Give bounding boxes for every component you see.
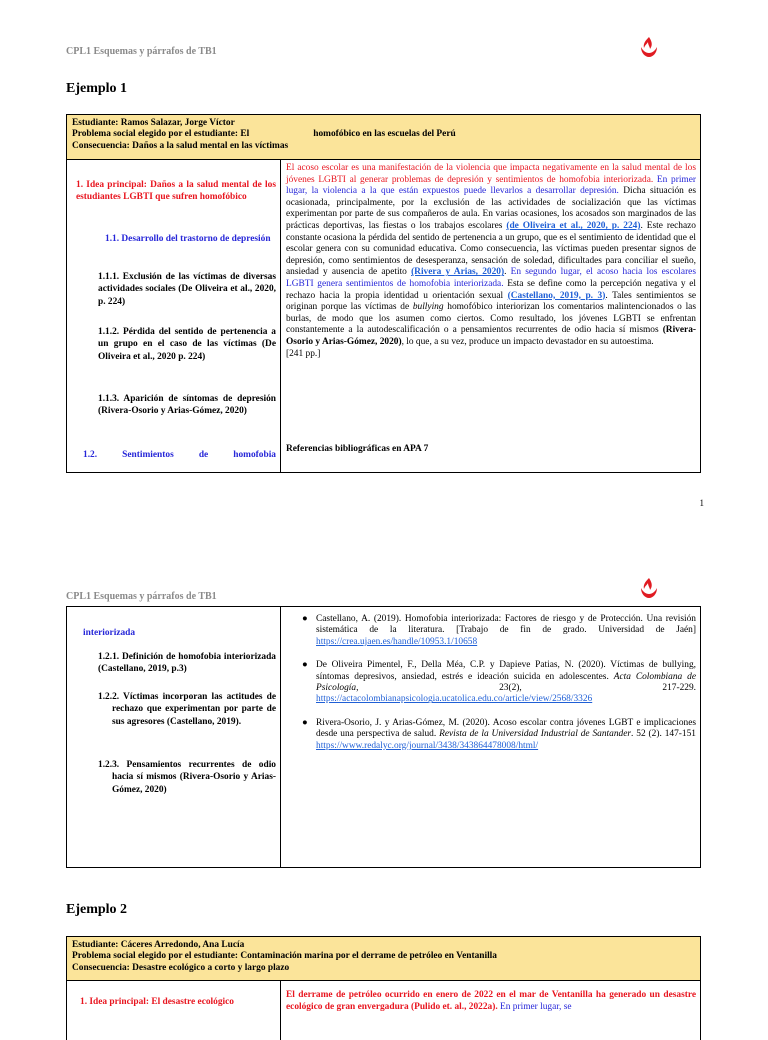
reference-link[interactable]: https://crea.ujaen.es/handle/10953.1/10658 <box>316 636 478 647</box>
paragraph-text: El acoso escolar es una manifestación de la violencia que impacta negativamente en la salud mental de los jóvenes LGBTI al generar problemas de depresión y sentimientos de homofobia interiorizada. En primer lugar, la violencia a la que están expuestos puede llevarlos a desarrollar depresión. Dicha situación es ocasionada, principalmente, por la exclusión de las actividades de socialización que las víctimas experimentan por parte de sus compañeros de aula. En varias ocasiones, los acosados son marginados de las prácticas deportivas, las fiestas o los trabajos escolares (de Oliveira et al., 2020, p. 224). Este rechazo constante ocasiona la pérdida del sentido de pertenencia a un grupo, que es el sentimiento de identidad que el escolar genera con su comunidad educativa. Como consecuencia, las víctimas pueden presentar signos de depresión, como sentimientos de desesperanza, sensación de soledad, dificultades para conciliar el sueño, ansiedad y ausencia de apetito (Rivera y Arias, 2020). En segundo lugar, el acoso hacia los escolares LGBTI genera sentimientos de homofobia interiorizada. Esta se define como la percepción negativa y el rechazo hacia la propia identidad u orientación sexual (Castellano, 2019, p. 3). Tales sentimientos se originan porque las víctimas de bullying homofóbico interiorizan los comentarios malintencionados o las burlas, de modo que los asumen como ciertos. Como resultado, los jóvenes LGBTI se enfrentan constantemente a la autodescalificación o a pensamientos recurrentes de odio hacia sí mismos (Rivera-Osorio y Arias-Gómez, 2020), lo que, a su vez, produce un impacto devastador en su autoestima. [241 pp.] <box>286 163 697 359</box>
upc-flame-logo <box>638 36 660 58</box>
main-idea: 1. Idea principal: Daños a la salud mental de los estudiantes LGBTI que sufren homofóbico <box>76 180 276 203</box>
outline-paragraph-table <box>66 980 701 1040</box>
upc-flame-logo <box>638 577 660 599</box>
info-box <box>66 114 701 160</box>
example-heading: Ejemplo 1 <box>66 81 128 96</box>
subpoint-1-2-2: 1.2.2. Víctimas incorporan las actitudes de rechazo que experimentan por parte de sus agresores (Castellano, 2019). <box>98 692 276 727</box>
subpoint-1-2: 1.2. Sentimientos de homofobia <box>83 450 276 460</box>
reference-item: ● Castellano, A. (2019). Homofobia interiorizada: Factores de riesgo y de Protección. Una revisión sistemática de la literatura. [Trabajo de fin de grado. Universidad de Jaén] https://crea.ujaen.es/handle/10953.1/10658 <box>302 614 696 647</box>
citation-link[interactable]: (Rivera y Arias, 2020) <box>411 267 505 278</box>
problem-line: Problema social elegido por el estudiante: Contaminación marina por el derrame de petróleo en Ventanilla <box>72 951 497 962</box>
outline-paragraph-table-continued <box>66 606 701 868</box>
subpoint-1-1-1: 1.1.1. Exclusión de las víctimas de diversas actividades sociales (De Oliveira et al., 2020, p. 224) <box>98 272 276 307</box>
reference-link[interactable]: https://www.redalyc.org/journal/3438/343864478008/html/ <box>316 740 539 751</box>
references-column <box>281 607 700 764</box>
reference-item: ● Rivera-Osorio, J. y Arias-Gómez, M. (2020). Acoso escolar contra jóvenes LGBT e implicaciones desde una perspectiva de salud. Revista de la Universidad Industrial de Santander. 52 (2). 147-151 https://www.redalyc.org/journal/3438/343864478008/html/ <box>302 717 696 751</box>
reference-list <box>281 614 700 752</box>
student-line: Estudiante: Ramos Salazar, Jorge Víctor <box>72 118 235 128</box>
reference-link[interactable]: https://actacolombianapsicologia.ucatolica.edu.co/article/view/2568/3326 <box>316 694 593 705</box>
page-number: 1 <box>699 498 704 508</box>
page-2 <box>0 540 768 1024</box>
outline-paragraph-table <box>66 159 701 473</box>
citation-link[interactable]: (de Oliveira et al., 2020, p. 224) <box>506 220 641 231</box>
main-idea: 1. Idea principal: El desastre ecológico <box>80 997 234 1007</box>
subpoint-1-1-3: 1.1.3. Aparición de síntomas de depresión (Rivera-Osorio y Arias-Gómez, 2020) <box>98 394 276 417</box>
info-box <box>66 936 701 981</box>
page-header-title: CPL1 Esquemas y párrafos de TB1 <box>66 46 217 57</box>
problem-line: Problema social elegido por el estudiante: El homofóbico en las escuelas del Perú <box>72 129 456 140</box>
student-line: Estudiante: Cáceres Arredondo, Ana Lucía <box>72 940 245 950</box>
outline-column <box>67 607 281 867</box>
subpoint-1-2-continued: interiorizada <box>83 628 136 638</box>
paragraph-column <box>281 160 700 454</box>
subpoint-1-1: 1.1. Desarrollo del trastorno de depresión <box>105 234 271 244</box>
outline-column <box>67 160 281 472</box>
page-header-title: CPL1 Esquemas y párrafos de TB1 <box>66 591 217 602</box>
reference-item: ● De Oliveira Pimentel, F., Della Méa, C.P. y Dapieve Patias, N. (2020). Víctimas de bullying, síntomas depresivos, ansiedad, estrés e ideación suicida en adolescentes. Acta Colombiana de Psicología, 23(2), 217-229. https://actacolombianapsicologia.ucatolica.edu.co/article/view/2568/3326 <box>302 660 696 705</box>
subpoint-1-2-1: 1.2.1. Definición de homofobia interiorizada (Castellano, 2019, p.3) <box>98 652 276 675</box>
references-title: Referencias bibliográficas en APA 7 <box>286 444 429 454</box>
paragraph-text: El derrame de petróleo ocurrido en enero de 2022 en el mar de Ventanilla ha generado un desastre ecológico de gran envergadura (Pulido et. al., 2022a). En primer lugar, se <box>286 990 696 1012</box>
subpoint-1-1-2: 1.1.2. Pérdida del sentido de pertenencia a un grupo en el caso de las víctimas (De Oliveira et al., 2020 p. 224) <box>98 327 276 362</box>
paragraph-column <box>281 981 700 1013</box>
citation-link[interactable]: (Castellano, 2019, p. 3) <box>507 290 606 301</box>
outline-column <box>67 981 281 1040</box>
consequence-line: Consecuencia: Daños a la salud mental en las víctimas <box>72 140 289 151</box>
word-count: [241 pp.] <box>286 348 321 359</box>
subpoint-1-2-3: 1.2.3. Pensamientos recurrentes de odio hacia sí mismos (Rivera-Osorio y Arias-Gómez, 2020) <box>98 760 276 795</box>
example-heading: Ejemplo 2 <box>66 902 128 917</box>
consequence-line: Consecuencia: Desastre ecológico a corto y largo plazo <box>72 962 290 973</box>
